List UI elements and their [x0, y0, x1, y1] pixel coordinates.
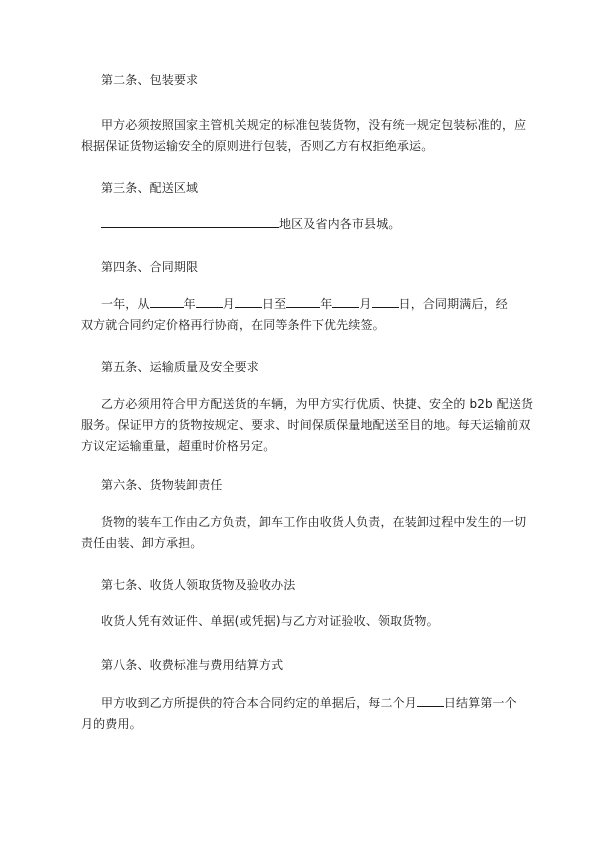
section-4-body [81, 294, 526, 336]
area-suffix: 地区及省内各市县城。 [279, 217, 401, 231]
section-7-line-1: 收货人凭有效证件、单据(或凭据)与乙方对证验收、领取货物。 [101, 614, 439, 628]
section-4-line-2: 双方就合同约定价格再行协商，在同等条件下优先续签。 [81, 318, 385, 332]
end-year-blank[interactable] [286, 295, 320, 308]
term-year-1: 年 [183, 297, 196, 311]
section-5-body [81, 394, 534, 457]
section-2-heading: 第二条、包装要求 [101, 73, 199, 87]
section-8-body [81, 693, 526, 735]
section-4-heading: 第四条、合同期限 [101, 260, 199, 274]
section-7-body [101, 611, 526, 632]
fee-suffix: 日结算第一个 [443, 696, 517, 710]
section-7-heading: 第七条、收货人领取货物及验收办法 [101, 578, 296, 592]
section-8-heading: 第八条、收费标准与费用结算方式 [101, 658, 284, 672]
section-8-line-2: 月的费用。 [81, 717, 142, 731]
section-3-heading: 第三条、配送区域 [101, 181, 199, 195]
section-6-heading: 第六条、货物装卸责任 [101, 478, 223, 492]
start-day-blank[interactable] [235, 295, 262, 308]
fee-prefix: 甲方收到乙方所提供的符合本合同约定的单据后，每二个月 [101, 696, 417, 710]
term-year-2: 年 [320, 297, 333, 311]
start-month-blank[interactable] [196, 295, 223, 308]
start-year-blank[interactable] [150, 295, 184, 308]
term-day-2: 日，合同期满后，经 [398, 297, 508, 311]
section-6-body [81, 512, 527, 554]
term-prefix: 一年，从 [101, 297, 150, 311]
section-5-line-3: 方议定运输重量，超重时价格另定。 [81, 439, 276, 453]
term-month-1: 月 [222, 297, 235, 311]
section-2-line-1: 甲方必须按照国家主管机关规定的标准包装货物，没有统一规定包装标准的，应 [101, 118, 527, 132]
section-5-line-2: 服务。保证甲方的货物按规定、要求、时间保质保量地配送至目的地。每天运输前双 [81, 418, 531, 432]
section-2-line-2: 根据保证货物运输安全的原则进行包装，否则乙方有权拒绝承运。 [81, 139, 434, 153]
section-6-line-1: 货物的装车工作由乙方负责，卸车工作由收货人负责，在装卸过程中发生的一切 [101, 515, 527, 529]
term-day-1: 日至 [261, 297, 287, 311]
end-day-blank[interactable] [372, 295, 399, 308]
term-month-2: 月 [359, 297, 372, 311]
section-6-line-2: 责任由装、卸方承担。 [81, 536, 203, 550]
section-3-body [101, 214, 526, 235]
area-blank[interactable] [101, 215, 279, 228]
section-5-line-1: 乙方必须用符合甲方配送货的车辆，为甲方实行优质、快捷、安全的 b2b 配送货 [101, 397, 534, 411]
end-month-blank[interactable] [332, 295, 359, 308]
settlement-day-blank[interactable] [417, 694, 444, 707]
section-5-heading: 第五条、运输质量及安全要求 [101, 360, 259, 374]
section-2-body [81, 115, 527, 157]
